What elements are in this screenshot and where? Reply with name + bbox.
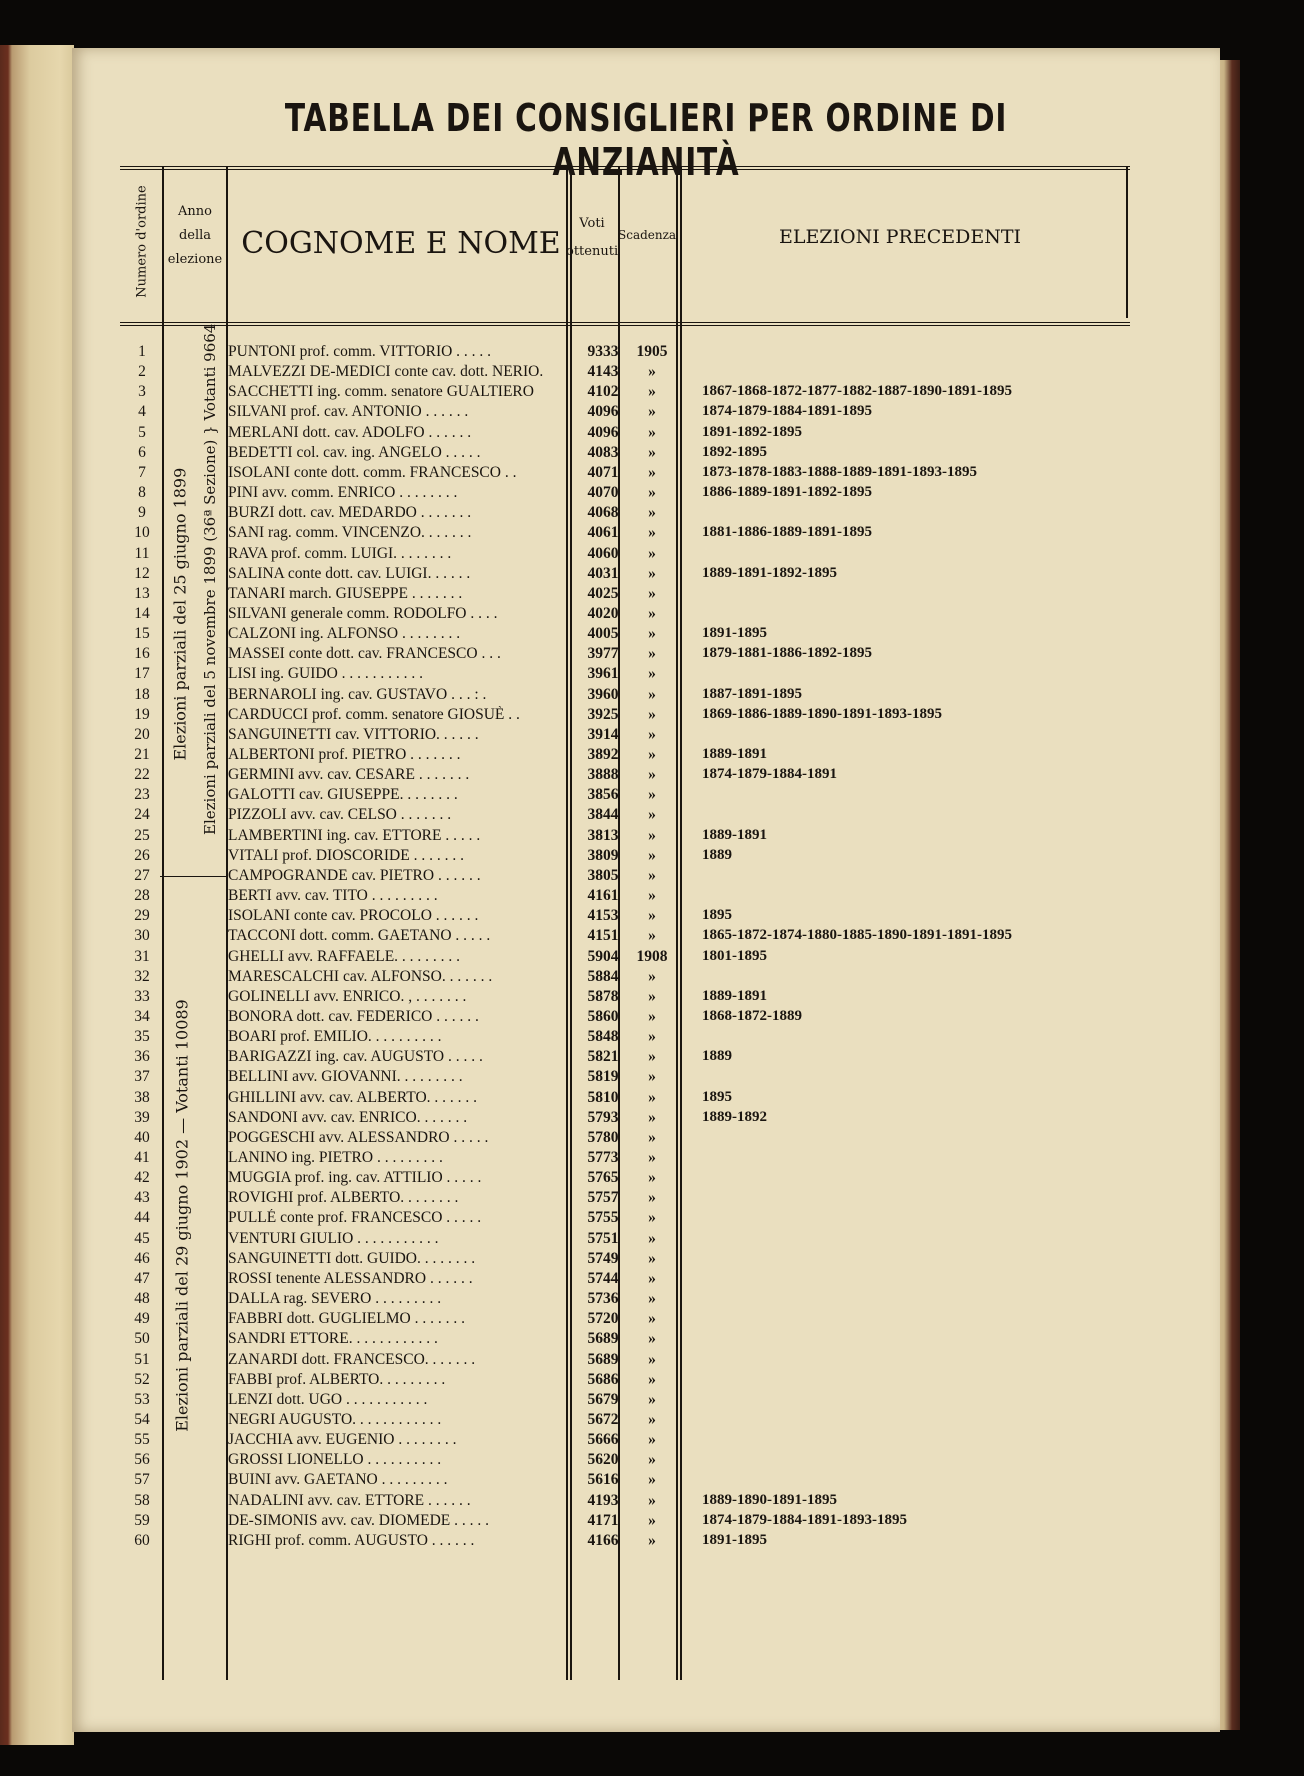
previous-elections: 1889-1891-1892-1895 (702, 564, 837, 581)
votes-obtained: 3888 (587, 766, 619, 784)
term-expiry: » (648, 1189, 656, 1207)
row-number: 51 (134, 1350, 150, 1368)
votes-obtained: 3914 (587, 725, 619, 743)
previous-elections: 1865-1872-1874-1880-1885-1890-1891-1891-1895 (702, 927, 1012, 944)
previous-elections: 1891-1895 (702, 1531, 767, 1548)
row-number: 16 (134, 645, 150, 663)
previous-elections: 1892-1895 (702, 443, 767, 460)
term-expiry: » (648, 1350, 656, 1368)
term-expiry: » (648, 766, 656, 784)
row-number: 32 (134, 967, 150, 985)
group1-label-a: Elezioni parziali del 25 giugno 1899 (170, 467, 190, 761)
row-number: 23 (134, 786, 150, 804)
votes-obtained: 5821 (587, 1048, 619, 1066)
row-number: 31 (134, 947, 150, 965)
term-expiry: 1908 (636, 947, 668, 965)
councillor-name: BERNAROLI ing. cav. GUSTAVO . . . : . (228, 685, 487, 703)
votes-obtained: 5765 (587, 1169, 619, 1187)
councillor-name: MERLANI dott. cav. ADOLFO . . . . . . (228, 423, 472, 441)
term-expiry: » (648, 463, 656, 481)
row-number: 41 (134, 1149, 150, 1166)
councillor-name: GHILLINI avv. cav. ALBERTO. . . . . . . (228, 1088, 478, 1106)
row-number: 58 (134, 1491, 150, 1509)
term-expiry: » (648, 1269, 656, 1287)
row-number: 30 (134, 927, 150, 945)
document-page (72, 48, 1220, 1732)
previous-elections: 1889 (702, 1048, 732, 1065)
councillor-name: BOARI prof. EMILIO. . . . . . . . . . (228, 1028, 442, 1046)
row-number: 60 (134, 1531, 150, 1549)
term-expiry: » (648, 1410, 656, 1428)
votes-obtained: 4166 (587, 1531, 619, 1549)
votes-obtained: 3961 (587, 665, 619, 683)
term-expiry: » (648, 363, 656, 381)
votes-obtained: 4068 (587, 504, 619, 522)
votes-obtained: 4143 (587, 363, 619, 381)
votes-obtained: 4193 (587, 1491, 619, 1509)
row-number: 10 (134, 524, 150, 542)
councillor-name: FABBRI dott. GUGLIELMO . . . . . . . (228, 1310, 465, 1328)
term-expiry: » (648, 1249, 656, 1267)
term-expiry: » (648, 524, 656, 542)
votes-obtained: 5672 (587, 1410, 619, 1428)
votes-obtained: 5686 (587, 1370, 619, 1388)
term-expiry: » (648, 1431, 656, 1449)
term-expiry: 1905 (636, 343, 668, 360)
term-expiry: » (648, 1007, 656, 1025)
term-expiry: » (648, 705, 656, 723)
councillor-name: SACCHETTI ing. comm. senatore GUALTIERO (228, 383, 534, 401)
votes-obtained: 4061 (587, 524, 619, 542)
votes-obtained: 5878 (587, 987, 619, 1005)
votes-obtained: 4005 (587, 625, 619, 643)
votes-obtained: 5736 (587, 1290, 619, 1308)
councillor-name: SANI rag. comm. VINCENZO. . . . . . . (228, 524, 472, 542)
row-number: 39 (134, 1108, 150, 1126)
row-number: 14 (134, 604, 150, 622)
row-number: 42 (134, 1169, 150, 1187)
votes-obtained: 5751 (587, 1229, 619, 1247)
term-expiry: » (648, 826, 656, 844)
councillor-name: PUNTONI prof. comm. VITTORIO . . . . . (228, 343, 492, 360)
term-expiry: » (648, 806, 656, 824)
councillor-name: MARESCALCHI cav. ALFONSO. . . . . . . (228, 967, 493, 985)
councillor-name: BARIGAZZI ing. cav. AUGUSTO . . . . . (228, 1048, 483, 1066)
councillor-name: MASSEI conte dott. cav. FRANCESCO . . . (228, 645, 501, 663)
councillor-name: POGGESCHI avv. ALESSANDRO . . . . . (228, 1128, 489, 1146)
councillor-name: MUGGIA prof. ing. cav. ATTILIO . . . . . (228, 1169, 482, 1187)
councillor-name: FABBI prof. ALBERTO. . . . . . . . . (228, 1370, 446, 1388)
councillor-name: NEGRI AUGUSTO. . . . . . . . . . . . (228, 1410, 442, 1428)
councillor-name: LISI ing. GUIDO . . . . . . . . . . . (228, 665, 424, 683)
table-header (120, 166, 1130, 326)
councillor-name: BELLINI avv. GIOVANNI. . . . . . . . . (228, 1068, 463, 1086)
row-number: 56 (134, 1451, 150, 1469)
councillor-name: CARDUCCI prof. comm. senatore GIOSUÈ . . (228, 705, 520, 723)
term-expiry: » (648, 604, 656, 622)
votes-obtained: 3844 (587, 806, 619, 824)
previous-elections: 1801-1895 (702, 947, 767, 964)
term-expiry: » (648, 1390, 656, 1408)
row-number: 27 (134, 866, 150, 884)
councillors-table (120, 166, 1130, 1680)
row-number: 40 (134, 1128, 150, 1146)
councillor-name: BONORA dott. cav. FEDERICO . . . . . . (228, 1007, 479, 1025)
row-number: 22 (134, 766, 150, 784)
row-number: 5 (138, 423, 146, 441)
row-number: 57 (134, 1471, 150, 1489)
councillor-name: PINI avv. comm. ENRICO . . . . . . . . (228, 484, 458, 502)
row-number: 53 (134, 1390, 150, 1408)
previous-elections: 1889-1891 (702, 987, 767, 1004)
votes-obtained: 3805 (587, 866, 619, 884)
table-row (120, 1530, 1130, 1553)
row-number: 33 (134, 987, 150, 1005)
row-number: 2 (138, 363, 146, 381)
term-expiry: » (648, 1531, 656, 1549)
row-number: 8 (138, 484, 146, 502)
councillor-name: SANGUINETTI dott. GUIDO. . . . . . . . (228, 1249, 476, 1267)
term-expiry: » (648, 1451, 656, 1469)
term-expiry: » (648, 746, 656, 763)
row-number: 28 (134, 887, 150, 905)
votes-obtained: 4060 (587, 544, 619, 562)
term-expiry: » (648, 665, 656, 683)
term-expiry: » (648, 1169, 656, 1187)
votes-obtained: 4071 (587, 463, 619, 481)
votes-obtained: 5904 (587, 947, 619, 965)
previous-elections: 1889-1890-1891-1895 (702, 1491, 837, 1508)
councillor-name: TANARI march. GIUSEPPE . . . . . . . (228, 584, 463, 602)
votes-obtained: 5720 (587, 1310, 619, 1328)
term-expiry: » (648, 645, 656, 663)
row-number: 45 (134, 1229, 150, 1247)
votes-obtained: 4083 (587, 443, 619, 461)
row-number: 15 (134, 625, 150, 643)
councillor-name: LANINO ing. PIETRO . . . . . . . . . (228, 1149, 443, 1166)
term-expiry: » (648, 564, 656, 582)
councillor-name: DALLA rag. SEVERO . . . . . . . . . (228, 1290, 442, 1308)
header-numero: Numero d'ordine (134, 185, 150, 298)
votes-obtained: 4096 (587, 403, 619, 421)
term-expiry: » (648, 1511, 656, 1529)
councillor-name: RAVA prof. comm. LUIGI. . . . . . . . (228, 544, 452, 562)
councillor-name: BURZI dott. cav. MEDARDO . . . . . . . (228, 504, 472, 522)
councillor-name: PIZZOLI avv. cav. CELSO . . . . . . . (228, 806, 452, 824)
term-expiry: » (648, 1028, 656, 1046)
row-number: 38 (134, 1088, 150, 1106)
term-expiry: » (648, 403, 656, 421)
councillor-name: GERMINI avv. cav. CESARE . . . . . . . (228, 766, 470, 784)
group2-label-a: Elezioni parziali del 29 giugno 1902 — Votanti 10089 (172, 999, 192, 1432)
row-number: 48 (134, 1290, 150, 1308)
councillor-name: BUINI avv. GAETANO . . . . . . . . . (228, 1471, 448, 1489)
votes-obtained: 5666 (587, 1431, 619, 1449)
previous-elections: 1874-1879-1884-1891 (702, 766, 837, 783)
row-number: 52 (134, 1370, 150, 1388)
header-anno-line2: della (178, 228, 212, 243)
row-number: 54 (134, 1410, 150, 1428)
row-number: 50 (134, 1330, 150, 1348)
term-expiry: » (648, 1491, 656, 1509)
header-anno-line1: Anno (178, 204, 212, 219)
votes-obtained: 3809 (587, 846, 619, 864)
councillor-name: GOLINELLI avv. ENRICO. , . . . . . . . (228, 987, 467, 1005)
previous-elections: 1874-1879-1884-1891-1893-1895 (702, 1511, 907, 1528)
term-expiry: » (648, 846, 656, 864)
term-expiry: » (648, 1088, 656, 1106)
previous-elections: 1891-1892-1895 (702, 423, 802, 440)
book-left-edge (0, 45, 74, 1745)
row-number: 37 (134, 1068, 150, 1086)
previous-elections: 1889-1891 (702, 826, 767, 843)
row-number: 9 (138, 504, 146, 522)
votes-obtained: 5679 (587, 1390, 619, 1408)
term-expiry: » (648, 584, 656, 602)
term-expiry: » (648, 1310, 656, 1328)
header-nome: COGNOME E NOME (241, 226, 561, 261)
header-voti-line1: Voti (579, 216, 605, 231)
councillor-name: PULLÉ conte prof. FRANCESCO . . . . . (228, 1209, 482, 1227)
votes-obtained: 3856 (587, 786, 619, 804)
councillor-name: SALINA conte dott. cav. LUIGI. . . . . . (228, 564, 471, 582)
councillor-name: ISOLANI conte dott. comm. FRANCESCO . . (228, 463, 517, 481)
councillor-name: VENTURI GIULIO . . . . . . . . . . . (228, 1229, 439, 1247)
row-number: 59 (134, 1511, 150, 1529)
row-number: 35 (134, 1028, 150, 1046)
row-number: 26 (134, 846, 150, 864)
votes-obtained: 5749 (587, 1249, 619, 1267)
votes-obtained: 4096 (587, 423, 619, 441)
row-number: 7 (138, 463, 146, 481)
votes-obtained: 5616 (587, 1471, 619, 1489)
votes-obtained: 4020 (587, 604, 619, 622)
votes-obtained: 4171 (587, 1511, 619, 1529)
term-expiry: » (648, 443, 656, 461)
councillor-name: BERTI avv. cav. TITO . . . . . . . . . (228, 887, 438, 905)
term-expiry: » (648, 383, 656, 401)
row-number: 55 (134, 1431, 150, 1449)
term-expiry: » (648, 786, 656, 804)
votes-obtained: 4161 (587, 887, 619, 905)
previous-elections: 1889-1891 (702, 746, 767, 762)
councillor-name: TACCONI dott. comm. GAETANO . . . . . (228, 927, 491, 945)
term-expiry: » (648, 907, 656, 925)
term-expiry: » (648, 1128, 656, 1146)
councillor-name: SANGUINETTI cav. VITTORIO. . . . . . (228, 725, 479, 743)
row-number: 36 (134, 1048, 150, 1066)
term-expiry: » (648, 1048, 656, 1066)
col-line-right (1126, 166, 1128, 318)
councillor-name: ISOLANI conte cav. PROCOLO . . . . . . (228, 907, 479, 925)
term-expiry: » (648, 1108, 656, 1126)
votes-obtained: 5689 (587, 1330, 619, 1348)
term-expiry: » (648, 504, 656, 522)
councillor-name: DE-SIMONIS avv. cav. DIOMEDE . . . . . (228, 1511, 490, 1529)
votes-obtained: 4153 (587, 907, 619, 925)
term-expiry: » (648, 1330, 656, 1348)
term-expiry: » (648, 1471, 656, 1489)
councillor-name: CALZONI ing. ALFONSO . . . . . . . . (228, 625, 461, 643)
header-scadenza: Scadenza (618, 228, 677, 242)
votes-obtained: 4070 (587, 484, 619, 502)
previous-elections: 1869-1886-1889-1890-1891-1893-1895 (702, 705, 942, 722)
page-title: TABELLA DEI CONSIGLIERI PER ORDINE DI ANZIANITÀ (284, 96, 1008, 184)
row-number: 43 (134, 1189, 150, 1207)
previous-elections: 1887-1891-1895 (702, 685, 802, 702)
councillor-name: LAMBERTINI ing. cav. ETTORE . . . . . (228, 826, 481, 844)
row-number: 44 (134, 1209, 150, 1227)
row-number: 12 (134, 564, 150, 582)
term-expiry: » (648, 423, 656, 441)
row-number: 18 (134, 685, 150, 703)
row-number: 4 (138, 403, 146, 421)
votes-obtained: 5689 (587, 1350, 619, 1368)
row-number: 17 (134, 665, 150, 683)
votes-obtained: 5860 (587, 1007, 619, 1025)
row-number: 3 (138, 383, 146, 401)
votes-obtained: 4025 (587, 584, 619, 602)
votes-obtained: 5757 (587, 1189, 619, 1207)
votes-obtained: 4151 (587, 927, 619, 945)
votes-obtained: 5793 (587, 1108, 619, 1126)
votes-obtained: 3925 (587, 705, 619, 723)
previous-elections: 1879-1881-1886-1892-1895 (702, 645, 872, 662)
votes-obtained: 5780 (587, 1128, 619, 1146)
previous-elections: 1895 (702, 1088, 732, 1105)
term-expiry: » (648, 1290, 656, 1308)
row-number: 11 (134, 544, 150, 562)
term-expiry: » (648, 967, 656, 985)
term-expiry: » (648, 987, 656, 1005)
term-expiry: » (648, 544, 656, 562)
row-number: 21 (134, 746, 150, 763)
header-anno (164, 200, 226, 272)
votes-obtained: 3960 (587, 685, 619, 703)
councillor-name: GHELLI avv. RAFFAELE. . . . . . . . . (228, 947, 461, 965)
term-expiry: » (648, 1229, 656, 1247)
row-number: 6 (138, 443, 146, 461)
votes-obtained: 5848 (587, 1028, 619, 1046)
votes-obtained: 5620 (587, 1451, 619, 1469)
row-number: 25 (134, 826, 150, 844)
councillor-name: BEDETTI col. cav. ing. ANGELO . . . . . (228, 443, 481, 461)
votes-obtained: 4102 (587, 383, 619, 401)
previous-elections: 1881-1886-1889-1891-1895 (702, 524, 872, 541)
previous-elections: 1889-1892 (702, 1108, 767, 1125)
councillor-name: SANDRI ETTORE. . . . . . . . . . . . (228, 1330, 438, 1348)
councillor-name: SANDONI avv. cav. ENRICO. . . . . . . (228, 1108, 468, 1126)
votes-obtained: 5755 (587, 1209, 619, 1227)
previous-elections: 1873-1878-1883-1888-1889-1891-1893-1895 (702, 463, 977, 480)
councillor-name: RIGHI prof. comm. AUGUSTO . . . . . . (228, 1531, 475, 1549)
councillor-name: GALOTTI cav. GIUSEPPE. . . . . . . . (228, 786, 458, 804)
term-expiry: » (648, 725, 656, 743)
previous-elections: 1868-1872-1889 (702, 1007, 802, 1024)
term-expiry: » (648, 1068, 656, 1086)
councillor-name: ROSSI tenente ALESSANDRO . . . . . . (228, 1269, 473, 1287)
votes-obtained: 3813 (587, 826, 619, 844)
councillor-name: ALBERTONI prof. PIETRO . . . . . . . (228, 746, 461, 763)
councillor-name: MALVEZZI DE-MEDICI conte cav. dott. NERIO. (228, 363, 544, 381)
votes-obtained: 5884 (587, 967, 619, 985)
councillor-name: GROSSI LIONELLO . . . . . . . . . . (228, 1451, 442, 1469)
previous-elections: 1895 (702, 907, 732, 924)
councillor-name: ROVIGHI prof. ALBERTO. . . . . . . . (228, 1189, 459, 1207)
councillor-name: NADALINI avv. cav. ETTORE . . . . . . (228, 1491, 471, 1509)
term-expiry: » (648, 685, 656, 703)
term-expiry: » (648, 1149, 656, 1166)
votes-obtained: 3977 (587, 645, 619, 663)
header-voti (566, 210, 618, 266)
councillor-name: JACCHIA avv. EUGENIO . . . . . . . . (228, 1431, 457, 1449)
row-number: 47 (134, 1269, 150, 1287)
row-number: 19 (134, 705, 150, 723)
row-number: 13 (134, 584, 150, 602)
previous-elections: 1867-1868-1872-1877-1882-1887-1890-1891-1895 (702, 383, 1012, 400)
term-expiry: » (648, 484, 656, 502)
votes-obtained: 5744 (587, 1269, 619, 1287)
previous-elections: 1889 (702, 846, 732, 863)
votes-obtained: 5773 (587, 1149, 619, 1166)
term-expiry: » (648, 927, 656, 945)
votes-obtained: 5819 (587, 1068, 619, 1086)
row-number: 29 (134, 907, 150, 925)
header-anno-line3: elezione (167, 252, 223, 267)
header-elezioni: ELEZIONI PRECEDENTI (778, 226, 1022, 248)
votes-obtained: 5810 (587, 1088, 619, 1106)
term-expiry: » (648, 887, 656, 905)
previous-elections: 1891-1895 (702, 625, 767, 642)
row-number: 46 (134, 1249, 150, 1267)
votes-obtained: 4031 (587, 564, 619, 582)
row-number: 1 (138, 343, 146, 360)
row-number: 24 (134, 806, 150, 824)
group1-label-b: Elezioni parziali del 5 novembre 1899 (36ª Sezione) } Votanti 9664 (201, 323, 219, 835)
councillor-name: ZANARDI dott. FRANCESCO. . . . . . . (228, 1350, 476, 1368)
councillor-name: LENZI dott. UGO . . . . . . . . . . . (228, 1390, 428, 1408)
row-number: 49 (134, 1310, 150, 1328)
row-number: 20 (134, 725, 150, 743)
previous-elections: 1874-1879-1884-1891-1895 (702, 403, 872, 420)
term-expiry: » (648, 1370, 656, 1388)
councillor-name: CAMPOGRANDE cav. PIETRO . . . . . . (228, 866, 481, 884)
councillor-name: VITALI prof. DIOSCORIDE . . . . . . . (228, 846, 464, 864)
term-expiry: » (648, 625, 656, 643)
councillor-name: SILVANI prof. cav. ANTONIO . . . . . . (228, 403, 469, 421)
previous-elections: 1886-1889-1891-1892-1895 (702, 484, 872, 501)
term-expiry: » (648, 1209, 656, 1227)
row-number: 34 (134, 1007, 150, 1025)
term-expiry: » (648, 866, 656, 884)
votes-obtained: 3892 (587, 746, 619, 763)
header-voti-line2: ottenuti (566, 244, 619, 259)
votes-obtained: 9333 (587, 343, 619, 360)
councillor-name: SILVANI generale comm. RODOLFO . . . . (228, 604, 498, 622)
